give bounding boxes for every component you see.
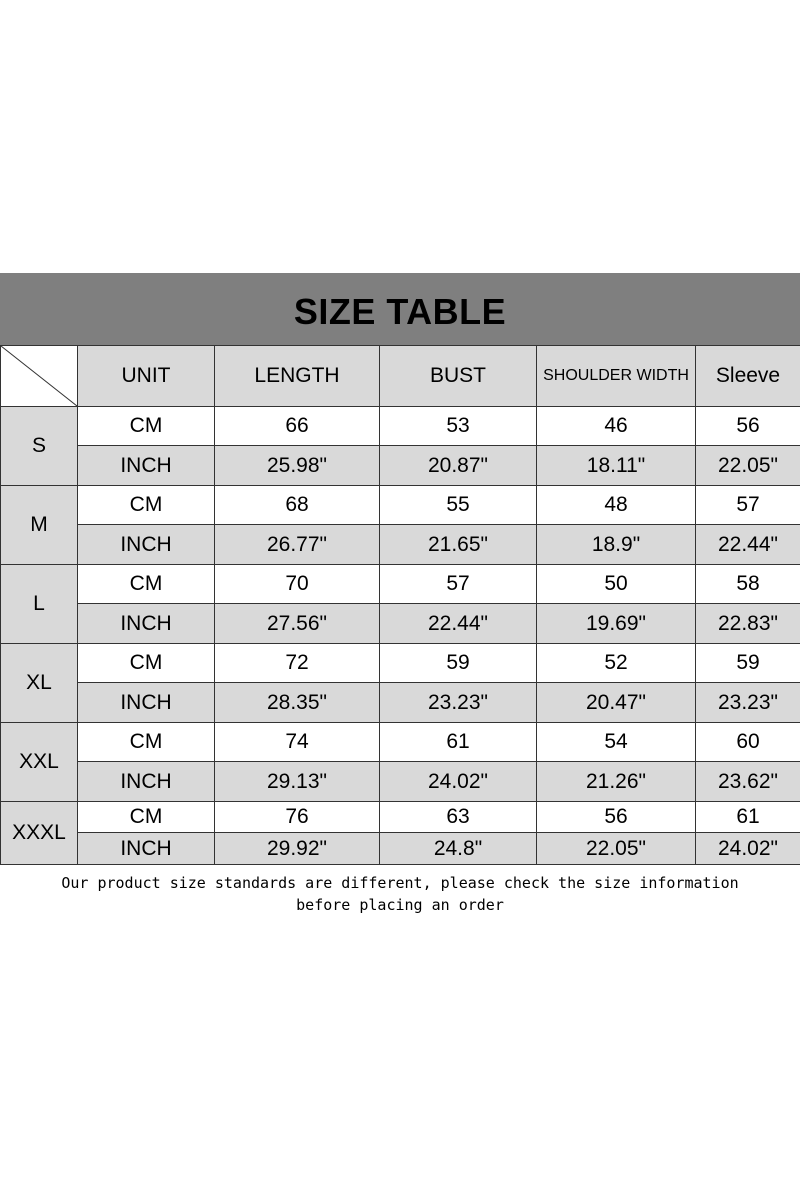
table-row: [1, 723, 800, 762]
unit-cell: INCH: [78, 762, 215, 802]
table-row: [1, 446, 800, 486]
header-bust: BUST: [380, 346, 537, 407]
length-cell: 72: [215, 644, 380, 683]
sleeve-cell: 23.23": [696, 683, 800, 723]
shoulder-cell: 18.9": [537, 525, 696, 565]
bust-cell: 55: [380, 486, 537, 525]
size-label: XXXL: [1, 802, 78, 865]
table-row: [1, 683, 800, 723]
shoulder-cell: 22.05": [537, 833, 696, 865]
header-length: LENGTH: [215, 346, 380, 407]
sleeve-cell: 22.44": [696, 525, 800, 565]
sleeve-cell: 60: [696, 723, 800, 762]
shoulder-cell: 50: [537, 565, 696, 604]
length-cell: 66: [215, 407, 380, 446]
bust-cell: 24.02": [380, 762, 537, 802]
table-row: [1, 525, 800, 565]
size-note-line-2: before placing an order: [296, 896, 504, 914]
bust-cell: 61: [380, 723, 537, 762]
length-cell: 28.35": [215, 683, 380, 723]
header-unit: UNIT: [78, 346, 215, 407]
size-table-title: SIZE TABLE: [0, 273, 800, 345]
shoulder-cell: 20.47": [537, 683, 696, 723]
table-row: [1, 762, 800, 802]
unit-cell: INCH: [78, 604, 215, 644]
shoulder-cell: 19.69": [537, 604, 696, 644]
unit-cell: CM: [78, 802, 215, 833]
table-row: [1, 644, 800, 683]
unit-cell: INCH: [78, 833, 215, 865]
unit-cell: INCH: [78, 525, 215, 565]
bust-cell: 20.87": [380, 446, 537, 486]
bust-cell: 24.8": [380, 833, 537, 865]
sleeve-cell: 56: [696, 407, 800, 446]
bust-cell: 63: [380, 802, 537, 833]
shoulder-cell: 56: [537, 802, 696, 833]
size-note-line-1: Our product size standards are different, please check the size information: [61, 874, 739, 892]
sleeve-cell: 59: [696, 644, 800, 683]
diagonal-line-icon: [1, 346, 77, 406]
corner-cell: [1, 346, 78, 407]
shoulder-cell: 52: [537, 644, 696, 683]
unit-cell: INCH: [78, 683, 215, 723]
length-cell: 76: [215, 802, 380, 833]
table-row: [1, 604, 800, 644]
sleeve-cell: 61: [696, 802, 800, 833]
unit-cell: CM: [78, 723, 215, 762]
header-row: [1, 346, 800, 407]
unit-cell: CM: [78, 565, 215, 604]
sleeve-cell: 58: [696, 565, 800, 604]
size-label: L: [1, 565, 78, 644]
size-table: [0, 345, 800, 865]
length-cell: 29.92": [215, 833, 380, 865]
sleeve-cell: 22.83": [696, 604, 800, 644]
table-row: [1, 565, 800, 604]
length-cell: 74: [215, 723, 380, 762]
table-row: [1, 833, 800, 865]
bust-cell: 21.65": [380, 525, 537, 565]
unit-cell: INCH: [78, 446, 215, 486]
bust-cell: 59: [380, 644, 537, 683]
shoulder-cell: 18.11": [537, 446, 696, 486]
table-row: [1, 407, 800, 446]
table-row: [1, 802, 800, 833]
length-cell: 29.13": [215, 762, 380, 802]
bust-cell: 22.44": [380, 604, 537, 644]
bust-cell: 23.23": [380, 683, 537, 723]
length-cell: 25.98": [215, 446, 380, 486]
sleeve-cell: 57: [696, 486, 800, 525]
shoulder-cell: 46: [537, 407, 696, 446]
size-label: XL: [1, 644, 78, 723]
sleeve-cell: 23.62": [696, 762, 800, 802]
sleeve-cell: 22.05": [696, 446, 800, 486]
unit-cell: CM: [78, 644, 215, 683]
size-label: S: [1, 407, 78, 486]
unit-cell: CM: [78, 486, 215, 525]
length-cell: 26.77": [215, 525, 380, 565]
table-row: [1, 486, 800, 525]
size-label: XXL: [1, 723, 78, 802]
bust-cell: 53: [380, 407, 537, 446]
size-label: M: [1, 486, 78, 565]
length-cell: 68: [215, 486, 380, 525]
size-table-container: [0, 273, 800, 865]
unit-cell: CM: [78, 407, 215, 446]
shoulder-cell: 48: [537, 486, 696, 525]
header-sleeve: Sleeve: [696, 346, 800, 407]
length-cell: 70: [215, 565, 380, 604]
sleeve-cell: 24.02": [696, 833, 800, 865]
header-shoulder-width: SHOULDER WIDTH: [537, 346, 696, 407]
shoulder-cell: 21.26": [537, 762, 696, 802]
size-note: [0, 872, 800, 916]
length-cell: 27.56": [215, 604, 380, 644]
bust-cell: 57: [380, 565, 537, 604]
shoulder-cell: 54: [537, 723, 696, 762]
